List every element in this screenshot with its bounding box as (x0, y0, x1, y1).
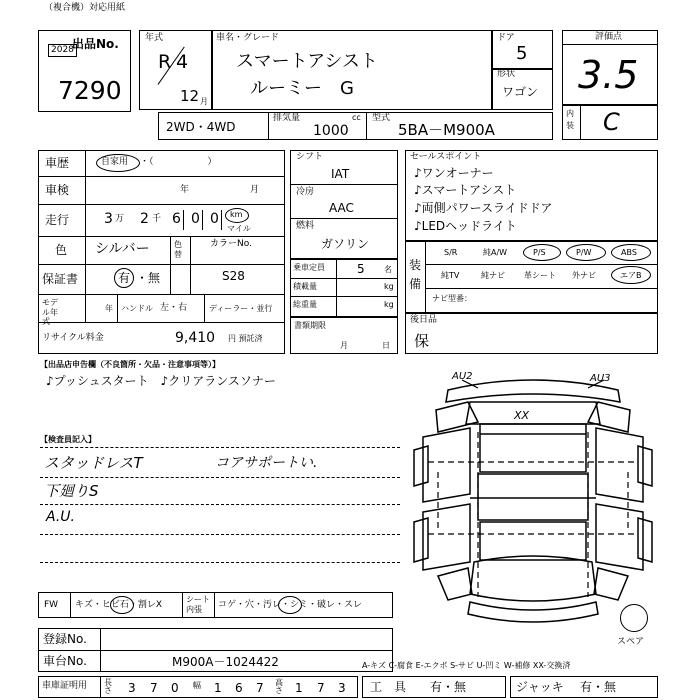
body-type: ワゴン (502, 85, 539, 99)
spare-label: スペア (617, 637, 645, 647)
inspector-note-1b: コアサポートい. (215, 455, 318, 471)
jack-value: 有・無 (580, 680, 617, 694)
sales-point-1: ♪ワンオーナー (414, 166, 494, 180)
car-grade: ルーミー G (250, 78, 354, 99)
month-value: 12 (180, 87, 200, 105)
fuel: ガソリン (321, 237, 370, 251)
equip-ps: P/S (533, 248, 546, 257)
air-conditioner: AAC (329, 201, 354, 215)
seller-notes: ♪プッシュスタート ♪クリアランスソナー (46, 374, 276, 388)
score-label: 評価点 (595, 32, 623, 42)
mileage-10k: 3 (104, 211, 113, 227)
shift: IAT (331, 167, 350, 181)
sales-point-3: ♪両側パワースライドドア (414, 201, 553, 215)
year-value: 4 (176, 51, 189, 73)
equip-airbag: エアB (620, 271, 642, 280)
era: R (158, 51, 172, 73)
form-header-text: （複合機）対応用紙 (44, 3, 126, 13)
color-number: S28 (222, 269, 245, 283)
sales-point-4: ♪LEDヘッドライト (414, 219, 517, 233)
damage-au3: AU3 (590, 373, 611, 384)
lot-code: 2028 (48, 44, 77, 57)
damage-legend: A-キズ C-腐食 E-エクボ S-サビ U-凹ミ W-補修 XX-交換済 (362, 661, 571, 670)
displacement: 1000 (313, 123, 349, 139)
car-name: スマートアシスト (236, 51, 378, 72)
lot-number: 7290 (58, 76, 122, 105)
model-code: 5BA－M900A (398, 121, 495, 139)
history-value: 自家用 (101, 157, 129, 167)
capacity: 5 (357, 262, 365, 276)
equip-pw: P/W (576, 248, 592, 257)
equip-abs: ABS (621, 248, 637, 257)
tools-value: 有・無 (430, 680, 467, 694)
spare-tire-icon (620, 604, 648, 632)
recycle-fee: 9,410 (175, 330, 216, 346)
lot-label: 出品No. (72, 37, 119, 51)
warranty-yes: 有 (118, 271, 131, 285)
score-value: 3.5 (578, 53, 639, 97)
color-value: シルバー (95, 241, 150, 257)
chassis-number: M900A－1024422 (172, 655, 279, 669)
inspector-note-3: A.U. (46, 509, 75, 525)
year-label: 年式 (145, 33, 164, 43)
car-damage-diagram (408, 362, 658, 632)
drive: 2WD・4WD (166, 120, 236, 134)
inspector-note-2: 下廻りS (44, 482, 99, 500)
damage-xx: XX (514, 409, 530, 422)
name-grade-label: 車名・グレード (216, 33, 280, 43)
fw-items: キズ・ヒビ石・割レX (75, 600, 162, 610)
door-count: 5 (516, 43, 528, 64)
inspector-note-1: スタッドレスT (44, 454, 143, 472)
damage-au2: AU2 (452, 371, 473, 382)
sales-point-2: ♪スマートアシスト (414, 183, 517, 197)
interior-value: C (603, 108, 620, 136)
after-items: 保 (414, 332, 430, 350)
interior-items: コゲ・穴・汚レ・シミ・破レ・スレ (218, 600, 363, 610)
vehicle-info-box (38, 150, 285, 354)
